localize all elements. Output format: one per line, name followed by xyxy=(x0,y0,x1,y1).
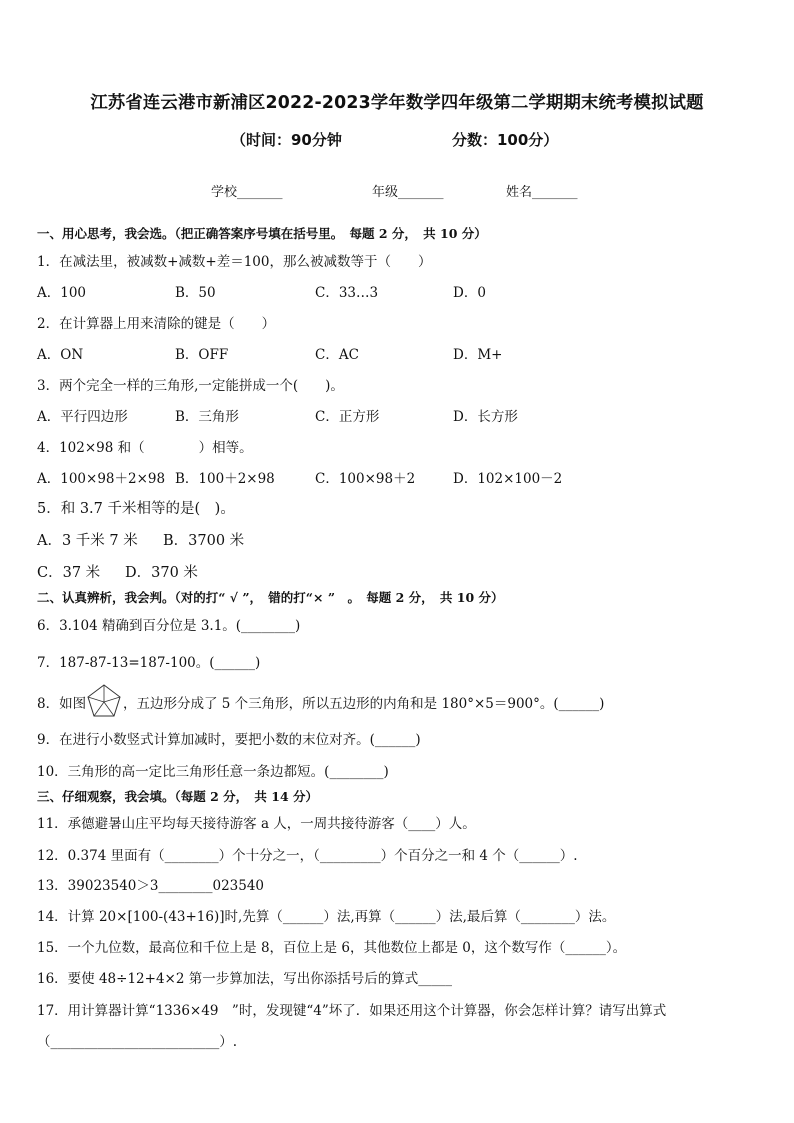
question-17: 17．用计算器计算“1336×49 ”时，发现键“4”坏了．如果还用这个计算器，你会怎样计算？请写出算式 xyxy=(37,1003,667,1019)
question-9: 9．在进行小数竖式计算加减时，要把小数的末位对齐。(______) xyxy=(37,732,421,748)
question-4: 4．102×98 和（ ）相等。 xyxy=(37,440,253,456)
q1-option-d[interactable]: D．0 xyxy=(453,285,486,301)
question-14: 14．计算 20×[100-(43+16)]时,先算（______）法,再算（______）法,最后算（________）法。 xyxy=(37,909,616,925)
question-17-answer[interactable]: （_________________________）. xyxy=(37,1034,238,1050)
q5-option-a[interactable]: A．3 千米 7 米 xyxy=(37,533,138,549)
q3-option-d[interactable]: D．长方形 xyxy=(453,409,518,425)
question-6: 6．3.104 精确到百分位是 3.1。(________) xyxy=(37,618,301,634)
q1-option-c[interactable]: C．33…3 xyxy=(315,285,379,301)
q2-option-d[interactable]: D．M+ xyxy=(453,347,503,363)
grade-field[interactable]: 年级_______ xyxy=(372,185,444,200)
question-15: 15．一个九位数，最高位和千位上是 8，百位上是 6，其他数位上都是 0，这个数写作（______）。 xyxy=(37,940,627,956)
exam-time: （时间：90分钟 xyxy=(231,131,342,149)
q2-option-a[interactable]: A．ON xyxy=(37,347,84,363)
q5-option-c[interactable]: C．37 米 xyxy=(37,565,101,581)
q2-option-b[interactable]: B．OFF xyxy=(175,347,229,363)
q4-option-a[interactable]: A．100×98＋2×98 xyxy=(37,471,166,487)
q3-option-c[interactable]: C．正方形 xyxy=(315,409,380,425)
section-3-header: 三、仔细观察，我会填。（每题 2 分， 共 14 分） xyxy=(37,789,319,804)
question-8-prefix: 8．如图 xyxy=(37,696,87,712)
section-1-header: 一、用心思考，我会选。（把正确答案序号填在括号里。 每题 2 分， 共 10 分） xyxy=(37,226,487,241)
q4-option-b[interactable]: B．100＋2×98 xyxy=(175,471,275,487)
q5-option-b[interactable]: B．3700 米 xyxy=(163,533,245,549)
q1-option-b[interactable]: B．50 xyxy=(175,285,216,301)
question-8-text: ，五边形分成了 5 个三角形，所以五边形的内角和是 180°×5＝900°。(______) xyxy=(123,696,605,712)
question-10: 10．三角形的高一定比三角形任意一条边都短。(________) xyxy=(37,764,389,780)
question-7: 7．187-87-13=187-100。(______) xyxy=(37,655,261,671)
question-16: 16．要使 48÷12+4×2 第一步算加法，写出你添括号后的算式_____ xyxy=(37,971,452,987)
question-12: 12．0.374 里面有（________）个十分之一，（_________）个百分之一和 4 个（______）. xyxy=(37,848,578,864)
question-5: 5．和 3.7 千米相等的是( )。 xyxy=(37,501,235,517)
q4-option-d[interactable]: D．102×100－2 xyxy=(453,471,563,487)
school-field[interactable]: 学校_______ xyxy=(211,185,283,200)
q2-option-c[interactable]: C．AC xyxy=(315,347,359,363)
q3-option-a[interactable]: A．平行四边形 xyxy=(37,409,128,425)
question-13: 13．39023540＞3________023540 xyxy=(37,878,265,894)
question-2: 2．在计算器上用来清除的键是（ ） xyxy=(37,316,276,332)
name-field[interactable]: 姓名_______ xyxy=(506,185,578,200)
exam-score: 分数：100分） xyxy=(452,131,559,149)
page-title: 江苏省连云港市新浦区2022-2023学年数学四年级第二学期期末统考模拟试题 xyxy=(90,93,704,113)
q5-option-d[interactable]: D．370 米 xyxy=(125,565,198,581)
question-3: 3．两个完全一样的三角形,一定能拼成一个( )。 xyxy=(37,378,344,394)
q1-option-a[interactable]: A．100 xyxy=(37,285,87,301)
question-1: 1．在减法里，被减数+减数+差＝100，那么被减数等于（ ） xyxy=(37,254,432,270)
section-2-header: 二、认真辨析，我会判。（对的打“ √ ”， 错的打“× ” 。 每题 2 分， 共 10 分） xyxy=(37,590,504,605)
q4-option-c[interactable]: C．100×98＋2 xyxy=(315,471,416,487)
pentagon-figure xyxy=(87,684,121,718)
question-11: 11．承德避暑山庄平均每天接待游客 a 人，一周共接待游客（____）人。 xyxy=(37,816,476,832)
q3-option-b[interactable]: B．三角形 xyxy=(175,409,239,425)
